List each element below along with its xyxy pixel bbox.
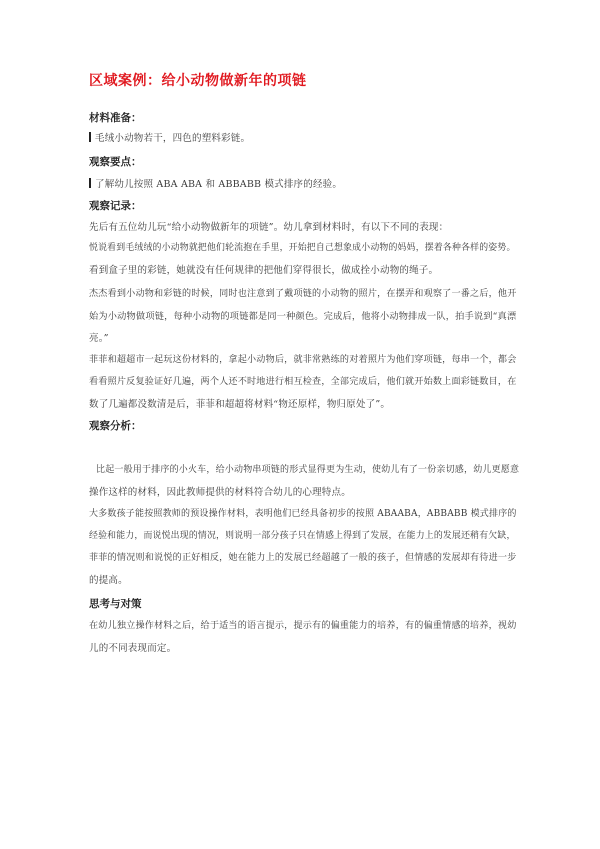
materials-heading: 材料准备： (89, 112, 142, 124)
record-line: 看看照片反复验证好几遍，两个人还不时地进行相互检查，全部完成后，他们就开始数上面彩链数目，在 (89, 377, 517, 387)
bullet-bar-icon (89, 132, 91, 142)
record-line: 菲菲和超超市一起玩这份材料的，拿起小动物后，就非常熟练的对着照片为他们穿项链，每串一个，都会 (89, 355, 517, 365)
record-line: 杰杰看到小动物和彩链的时候，同时也注意到了戴项链的小动物的照片，在摆弄和观察了一番之后，他开 (89, 289, 517, 299)
analysis-line: 操作这样的材料，因此教师提供的材料符合幼儿的心理特点。 (89, 487, 351, 498)
record-line: 始为小动物做项链，每种小动物的项链都是同一种颜色。完成后，他将小动物排成一队，拍手说到“真漂 (89, 311, 517, 322)
analysis-line: 经验和能力，而说悦出现的情况，则说明一部分孩子只在情感上得到了发展，在能力上的发展还稍有欠缺， (89, 531, 516, 541)
analysis-line: 比起一般用于排序的小火车，给小动物串项链的形式显得更为生动，使幼儿有了一份亲切感，幼儿更愿意 (96, 465, 520, 475)
record-line: 悦说看到毛绒绒的小动物就把他们轮流抱在手里，开始把自己想象成小动物的妈妈，摆着各种各样的姿势。 (89, 243, 516, 253)
record-line: 数了几遍都没数清是后，菲菲和超超将材料“物还原样，物归原处了”。 (89, 399, 391, 410)
analysis-heading: 观察分析： (89, 420, 142, 432)
strategy-heading: 思考与对策 (89, 598, 142, 610)
materials-text: 毛绒小动物若干，四色的塑料彩链。 (89, 130, 250, 144)
strategy-line: 在幼儿独立操作材料之后，给于适当的语言提示，提示有的偏重能力的培养，有的偏重情感的培养，视幼 (89, 621, 517, 631)
analysis-line: 的提高。 (89, 575, 128, 586)
bullet-bar-icon (89, 178, 91, 188)
strategy-line: 儿的不同表现而定。 (89, 643, 177, 654)
record-line: 看到盒子里的彩链，她就没有任何规律的把他们穿得很长，做成拴小动物的绳子。 (89, 265, 439, 276)
document-title: 区域案例：给小动物做新年的项链 (89, 73, 307, 89)
record-line: 亮。” (89, 333, 109, 344)
analysis-line: 菲菲的情况则和说悦的正好相反，她在能力上的发展已经超越了一般的孩子，但情感的发展却有待进一步 (89, 553, 517, 563)
analysis-line: 大多数孩子能按照教师的预设操作材料，表明他们已经具备初步的按照 ABAABA，ABBABB 模式排序的 (89, 509, 517, 519)
focus-text: 了解幼儿按照 ABA ABA 和 ABBABB 模式排序的经验。 (89, 176, 342, 190)
record-heading: 观察记录： (89, 200, 142, 212)
record-line: 先后有五位幼儿玩“给小动物做新年的项链”。幼儿拿到材料时，有以下不同的表现： (89, 222, 449, 233)
focus-heading: 观察要点： (89, 156, 142, 168)
